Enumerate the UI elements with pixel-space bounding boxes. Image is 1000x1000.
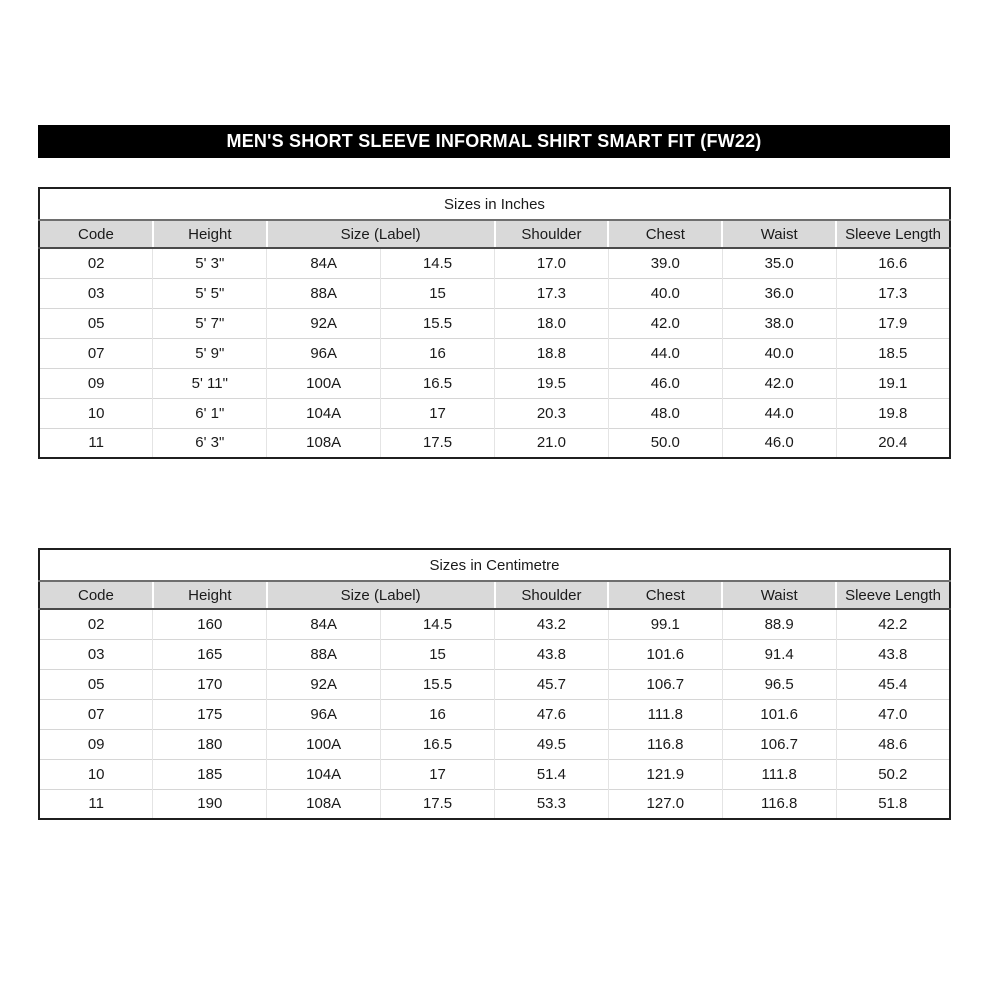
table-cell: 44.0 xyxy=(722,398,836,428)
table-cell: 185 xyxy=(153,759,267,789)
table-cell: 16 xyxy=(381,338,495,368)
table-cell: 14.5 xyxy=(381,609,495,639)
col-header-shoulder: Shoulder xyxy=(495,581,609,609)
table-cell: 165 xyxy=(153,639,267,669)
table-cell: 111.8 xyxy=(722,759,836,789)
table-cell: 96A xyxy=(267,338,381,368)
table-cell: 05 xyxy=(39,669,153,699)
table-row xyxy=(39,308,950,338)
table-cell: 88.9 xyxy=(722,609,836,639)
table-cell: 104A xyxy=(267,759,381,789)
col-header-waist: Waist xyxy=(722,581,836,609)
table-cell: 5' 7" xyxy=(153,308,267,338)
table-row xyxy=(39,639,950,669)
sizes-in-centimetre-table xyxy=(38,548,951,820)
table-cell: 127.0 xyxy=(608,789,722,819)
table-cell: 20.3 xyxy=(495,398,609,428)
col-header-waist: Waist xyxy=(722,220,836,248)
table-cell: 50.2 xyxy=(836,759,950,789)
table-cell: 91.4 xyxy=(722,639,836,669)
table-cell: 43.8 xyxy=(495,639,609,669)
table-cell: 51.4 xyxy=(495,759,609,789)
table-cell: 104A xyxy=(267,398,381,428)
table-cell: 84A xyxy=(267,609,381,639)
table-cell: 49.5 xyxy=(495,729,609,759)
table-cell: 108A xyxy=(267,789,381,819)
table-cell: 40.0 xyxy=(608,278,722,308)
table-row xyxy=(39,789,950,819)
col-header-size-label: Size (Label) xyxy=(267,581,495,609)
table-cell: 46.0 xyxy=(722,428,836,458)
table-cell: 03 xyxy=(39,639,153,669)
table-cell: 02 xyxy=(39,609,153,639)
table-cell: 170 xyxy=(153,669,267,699)
table-cell: 17.3 xyxy=(836,278,950,308)
table-cell: 11 xyxy=(39,428,153,458)
table-cell: 92A xyxy=(267,308,381,338)
table-cell: 36.0 xyxy=(722,278,836,308)
table-cell: 48.0 xyxy=(608,398,722,428)
table-row xyxy=(39,609,950,639)
table-cell: 101.6 xyxy=(608,639,722,669)
table-cell: 5' 5" xyxy=(153,278,267,308)
table-cell: 92A xyxy=(267,669,381,699)
table-cell: 15.5 xyxy=(381,669,495,699)
table-cell: 116.8 xyxy=(722,789,836,819)
table-cell: 14.5 xyxy=(381,248,495,278)
table-cell: 09 xyxy=(39,729,153,759)
table-cell: 19.1 xyxy=(836,368,950,398)
table-cell: 175 xyxy=(153,699,267,729)
table-title: Sizes in Inches xyxy=(39,188,950,220)
table-cell: 106.7 xyxy=(608,669,722,699)
table-cell: 99.1 xyxy=(608,609,722,639)
table-cell: 101.6 xyxy=(722,699,836,729)
table-cell: 09 xyxy=(39,368,153,398)
table-cell: 07 xyxy=(39,338,153,368)
col-header-sleeve-length: Sleeve Length xyxy=(836,581,950,609)
table-body xyxy=(39,248,950,458)
table-cell: 116.8 xyxy=(608,729,722,759)
table-header-row xyxy=(39,581,950,609)
table-cell: 121.9 xyxy=(608,759,722,789)
table-cell: 17.3 xyxy=(495,278,609,308)
table-cell: 18.0 xyxy=(495,308,609,338)
table-cell: 48.6 xyxy=(836,729,950,759)
table-cell: 19.8 xyxy=(836,398,950,428)
table-cell: 108A xyxy=(267,428,381,458)
col-header-sleeve-length: Sleeve Length xyxy=(836,220,950,248)
col-header-code: Code xyxy=(39,581,153,609)
table-cell: 88A xyxy=(267,639,381,669)
col-header-size-label: Size (Label) xyxy=(267,220,495,248)
table-row xyxy=(39,368,950,398)
table-cell: 03 xyxy=(39,278,153,308)
table-title: Sizes in Centimetre xyxy=(39,549,950,581)
table-cell: 38.0 xyxy=(722,308,836,338)
table-cell: 106.7 xyxy=(722,729,836,759)
table-cell: 160 xyxy=(153,609,267,639)
table-cell: 02 xyxy=(39,248,153,278)
table-cell: 96.5 xyxy=(722,669,836,699)
col-header-height: Height xyxy=(153,220,267,248)
sizes-in-inches-table xyxy=(38,187,951,459)
table-cell: 10 xyxy=(39,398,153,428)
table-title-row xyxy=(39,549,950,581)
table-cell: 07 xyxy=(39,699,153,729)
table-cell: 16 xyxy=(381,699,495,729)
table-row xyxy=(39,669,950,699)
table-cell: 50.0 xyxy=(608,428,722,458)
table-cell: 35.0 xyxy=(722,248,836,278)
table-row xyxy=(39,729,950,759)
table-cell: 96A xyxy=(267,699,381,729)
table-cell: 47.6 xyxy=(495,699,609,729)
table-cell: 5' 3" xyxy=(153,248,267,278)
table-cell: 43.8 xyxy=(836,639,950,669)
table-cell: 51.8 xyxy=(836,789,950,819)
table-cell: 15.5 xyxy=(381,308,495,338)
table-cell: 45.7 xyxy=(495,669,609,699)
table-cell: 42.0 xyxy=(722,368,836,398)
table-cell: 5' 9" xyxy=(153,338,267,368)
table-cell: 180 xyxy=(153,729,267,759)
table-cell: 10 xyxy=(39,759,153,789)
table-cell: 15 xyxy=(381,278,495,308)
table-cell: 100A xyxy=(267,368,381,398)
table-cell: 17 xyxy=(381,759,495,789)
table-cell: 111.8 xyxy=(608,699,722,729)
page-title: MEN'S SHORT SLEEVE INFORMAL SHIRT SMART FIT (FW22) xyxy=(38,125,950,158)
table-header-row xyxy=(39,220,950,248)
table-cell: 43.2 xyxy=(495,609,609,639)
table-row xyxy=(39,248,950,278)
table-cell: 53.3 xyxy=(495,789,609,819)
table-cell: 47.0 xyxy=(836,699,950,729)
table-row xyxy=(39,428,950,458)
table-cell: 40.0 xyxy=(722,338,836,368)
table-cell: 16.5 xyxy=(381,368,495,398)
col-header-shoulder: Shoulder xyxy=(495,220,609,248)
table-cell: 16.5 xyxy=(381,729,495,759)
table-cell: 17.5 xyxy=(381,789,495,819)
table-cell: 5' 11" xyxy=(153,368,267,398)
table-cell: 05 xyxy=(39,308,153,338)
table-body xyxy=(39,609,950,819)
table-cell: 17 xyxy=(381,398,495,428)
table-row xyxy=(39,338,950,368)
table-cell: 21.0 xyxy=(495,428,609,458)
col-header-chest: Chest xyxy=(608,581,722,609)
table-cell: 19.5 xyxy=(495,368,609,398)
table-cell: 17.9 xyxy=(836,308,950,338)
table-cell: 39.0 xyxy=(608,248,722,278)
table-title-row xyxy=(39,188,950,220)
table-cell: 18.8 xyxy=(495,338,609,368)
table-cell: 190 xyxy=(153,789,267,819)
table-row xyxy=(39,759,950,789)
table-cell: 46.0 xyxy=(608,368,722,398)
table-cell: 88A xyxy=(267,278,381,308)
table-cell: 42.0 xyxy=(608,308,722,338)
table-cell: 100A xyxy=(267,729,381,759)
table-cell: 17.5 xyxy=(381,428,495,458)
table-cell: 18.5 xyxy=(836,338,950,368)
table-cell: 84A xyxy=(267,248,381,278)
table-row xyxy=(39,398,950,428)
table-cell: 42.2 xyxy=(836,609,950,639)
table-cell: 20.4 xyxy=(836,428,950,458)
table-cell: 45.4 xyxy=(836,669,950,699)
col-header-chest: Chest xyxy=(608,220,722,248)
table-cell: 17.0 xyxy=(495,248,609,278)
table-cell: 44.0 xyxy=(608,338,722,368)
table-cell: 16.6 xyxy=(836,248,950,278)
table-row xyxy=(39,699,950,729)
col-header-height: Height xyxy=(153,581,267,609)
col-header-code: Code xyxy=(39,220,153,248)
table-cell: 15 xyxy=(381,639,495,669)
table-row xyxy=(39,278,950,308)
table-cell: 6' 3" xyxy=(153,428,267,458)
table-cell: 11 xyxy=(39,789,153,819)
table-cell: 6' 1" xyxy=(153,398,267,428)
